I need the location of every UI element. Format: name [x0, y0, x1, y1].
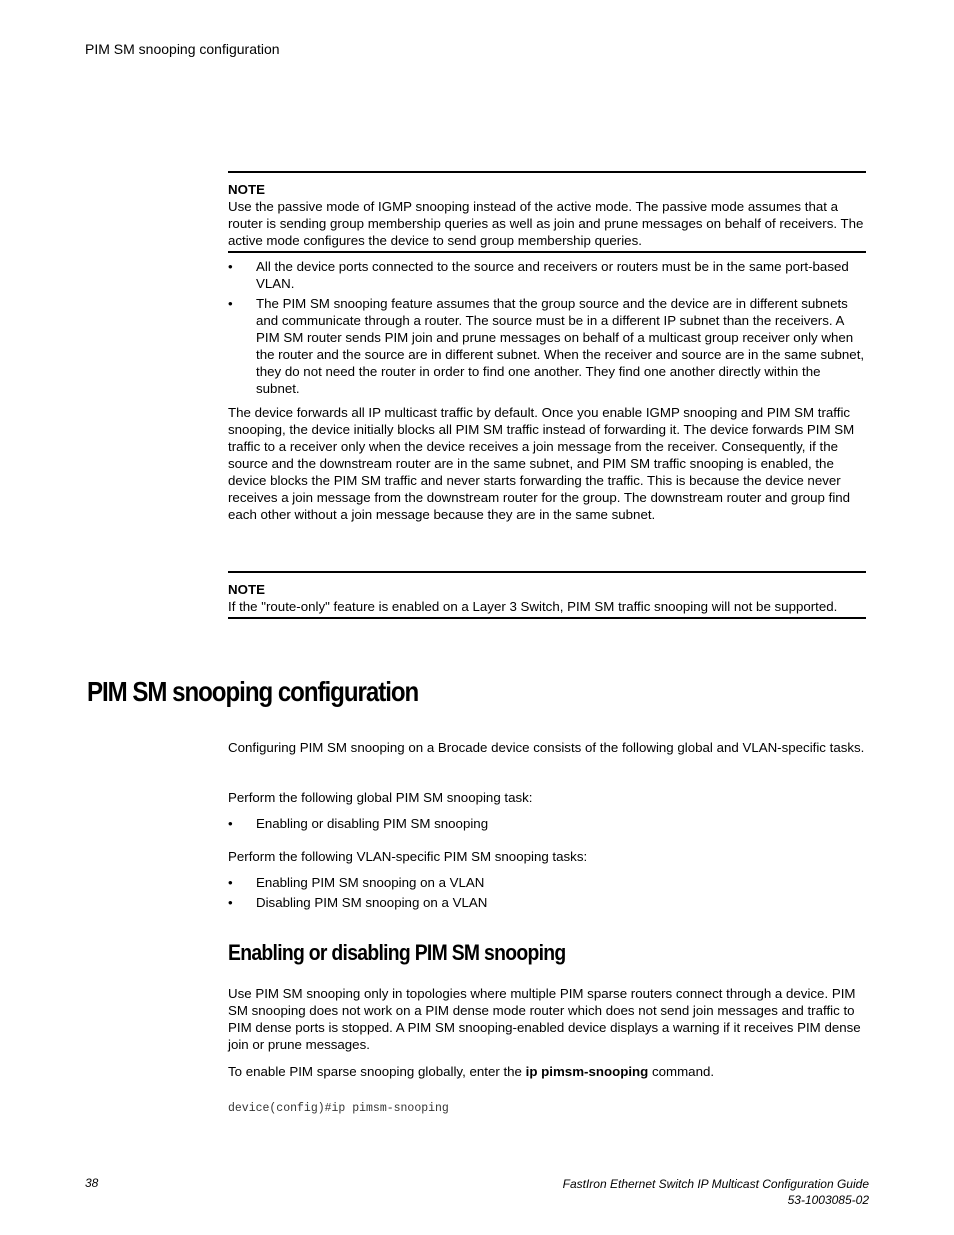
list-item: • The PIM SM snooping feature assumes that the group source and the device are in different subnets and communicate through a router. The source must be in a different IP subnet than the receivers. A PIM SM router sends PIM join and prune messages on behalf of a multicast group receiver only when the router and the source are in different subnet. When the receiver and source are in the same subnet, they do not need the router in order to find one another. They find one another directly within the subnet. [228, 295, 866, 397]
vlan-task-list [228, 874, 866, 911]
note-text: Use the passive mode of IGMP snooping instead of the active mode. The passive mode assumes that a router is sending group membership queries as well as join and prune messages on behalf of receivers. The active mode configures the device to send group membership queries. [228, 199, 864, 248]
note-box-1 [228, 171, 866, 253]
intro-text: Configuring PIM SM snooping on a Brocade device consists of the following global and VLAN-specific tasks. [228, 740, 865, 755]
instruction-text [228, 1063, 866, 1080]
instruction-prefix: To enable PIM sparse snooping globally, enter the [228, 1064, 526, 1079]
vlan-task-lead [228, 848, 866, 865]
lead-text: Perform the following VLAN-specific PIM SM snooping tasks: [228, 849, 588, 864]
command-instruction [228, 1063, 866, 1080]
page-number: 38 [85, 1176, 99, 1190]
section-intro [228, 739, 866, 756]
paragraph-text: The device forwards all IP multicast traffic by default. Once you enable IGMP snooping and PIM SM traffic snooping, the device initially blocks all PIM SM traffic instead of forwarding it. The device forwards PIM SM traffic to a receiver only when the device receives a join message from the receiver. Consequently, if the source and the downstream router are in the same subnet, and PIM SM traffic snooping is enabled, the device blocks the PIM SM traffic and never starts forwarding the traffic. This is because the device never receives a join message from the downstream router for the group. The downstream router and group find each other without a join message because they are in the same subnet. [228, 405, 855, 522]
body-paragraph [228, 404, 866, 523]
note-title: NOTE [228, 182, 265, 197]
subsection-paragraph [228, 985, 866, 1053]
code-example: device(config)#ip pimsm-snooping [228, 1102, 449, 1115]
note-title: NOTE [228, 582, 265, 597]
note-text: If the "route-only" feature is enabled on a Layer 3 Switch, PIM SM traffic snooping will not be supported. [228, 599, 838, 614]
running-header: PIM SM snooping configuration [85, 41, 280, 57]
lead-text: Perform the following global PIM SM snooping task: [228, 790, 533, 805]
requirements-list [228, 258, 866, 397]
vlan-task-list-container [228, 874, 866, 914]
footer-info [563, 1176, 869, 1208]
list-item: • Enabling or disabling PIM SM snooping [228, 815, 866, 832]
global-task-list [228, 815, 866, 832]
global-task-lead [228, 789, 866, 806]
list-item: • Enabling PIM SM snooping on a VLAN [228, 874, 866, 891]
command-name: ip pimsm-snooping [525, 1064, 649, 1079]
section-heading: PIM SM snooping configuration [87, 676, 419, 707]
list-item: • All the device ports connected to the source and receivers or routers must be in the same port-based VLAN. [228, 258, 866, 292]
guide-title: FastIron Ethernet Switch IP Multicast Configuration Guide [562, 1177, 869, 1191]
paragraph-text: Use PIM SM snooping only in topologies where multiple PIM sparse routers connect through a device. PIM SM snooping does not work on a PIM dense mode router which does not send join messages and traffic to PIM dense ports is stopped. A PIM SM snooping-enabled device displays a warning if it receives PIM dense join or prune messages. [228, 986, 861, 1052]
instruction-suffix: command. [648, 1064, 715, 1079]
requirements-list-container [228, 258, 866, 400]
global-task-list-container [228, 815, 866, 835]
subsection-heading: Enabling or disabling PIM SM snooping [228, 940, 566, 965]
doc-number: 53-1003085-02 [787, 1193, 869, 1207]
list-item: • Disabling PIM SM snooping on a VLAN [228, 894, 866, 911]
note-box-2 [228, 571, 866, 619]
